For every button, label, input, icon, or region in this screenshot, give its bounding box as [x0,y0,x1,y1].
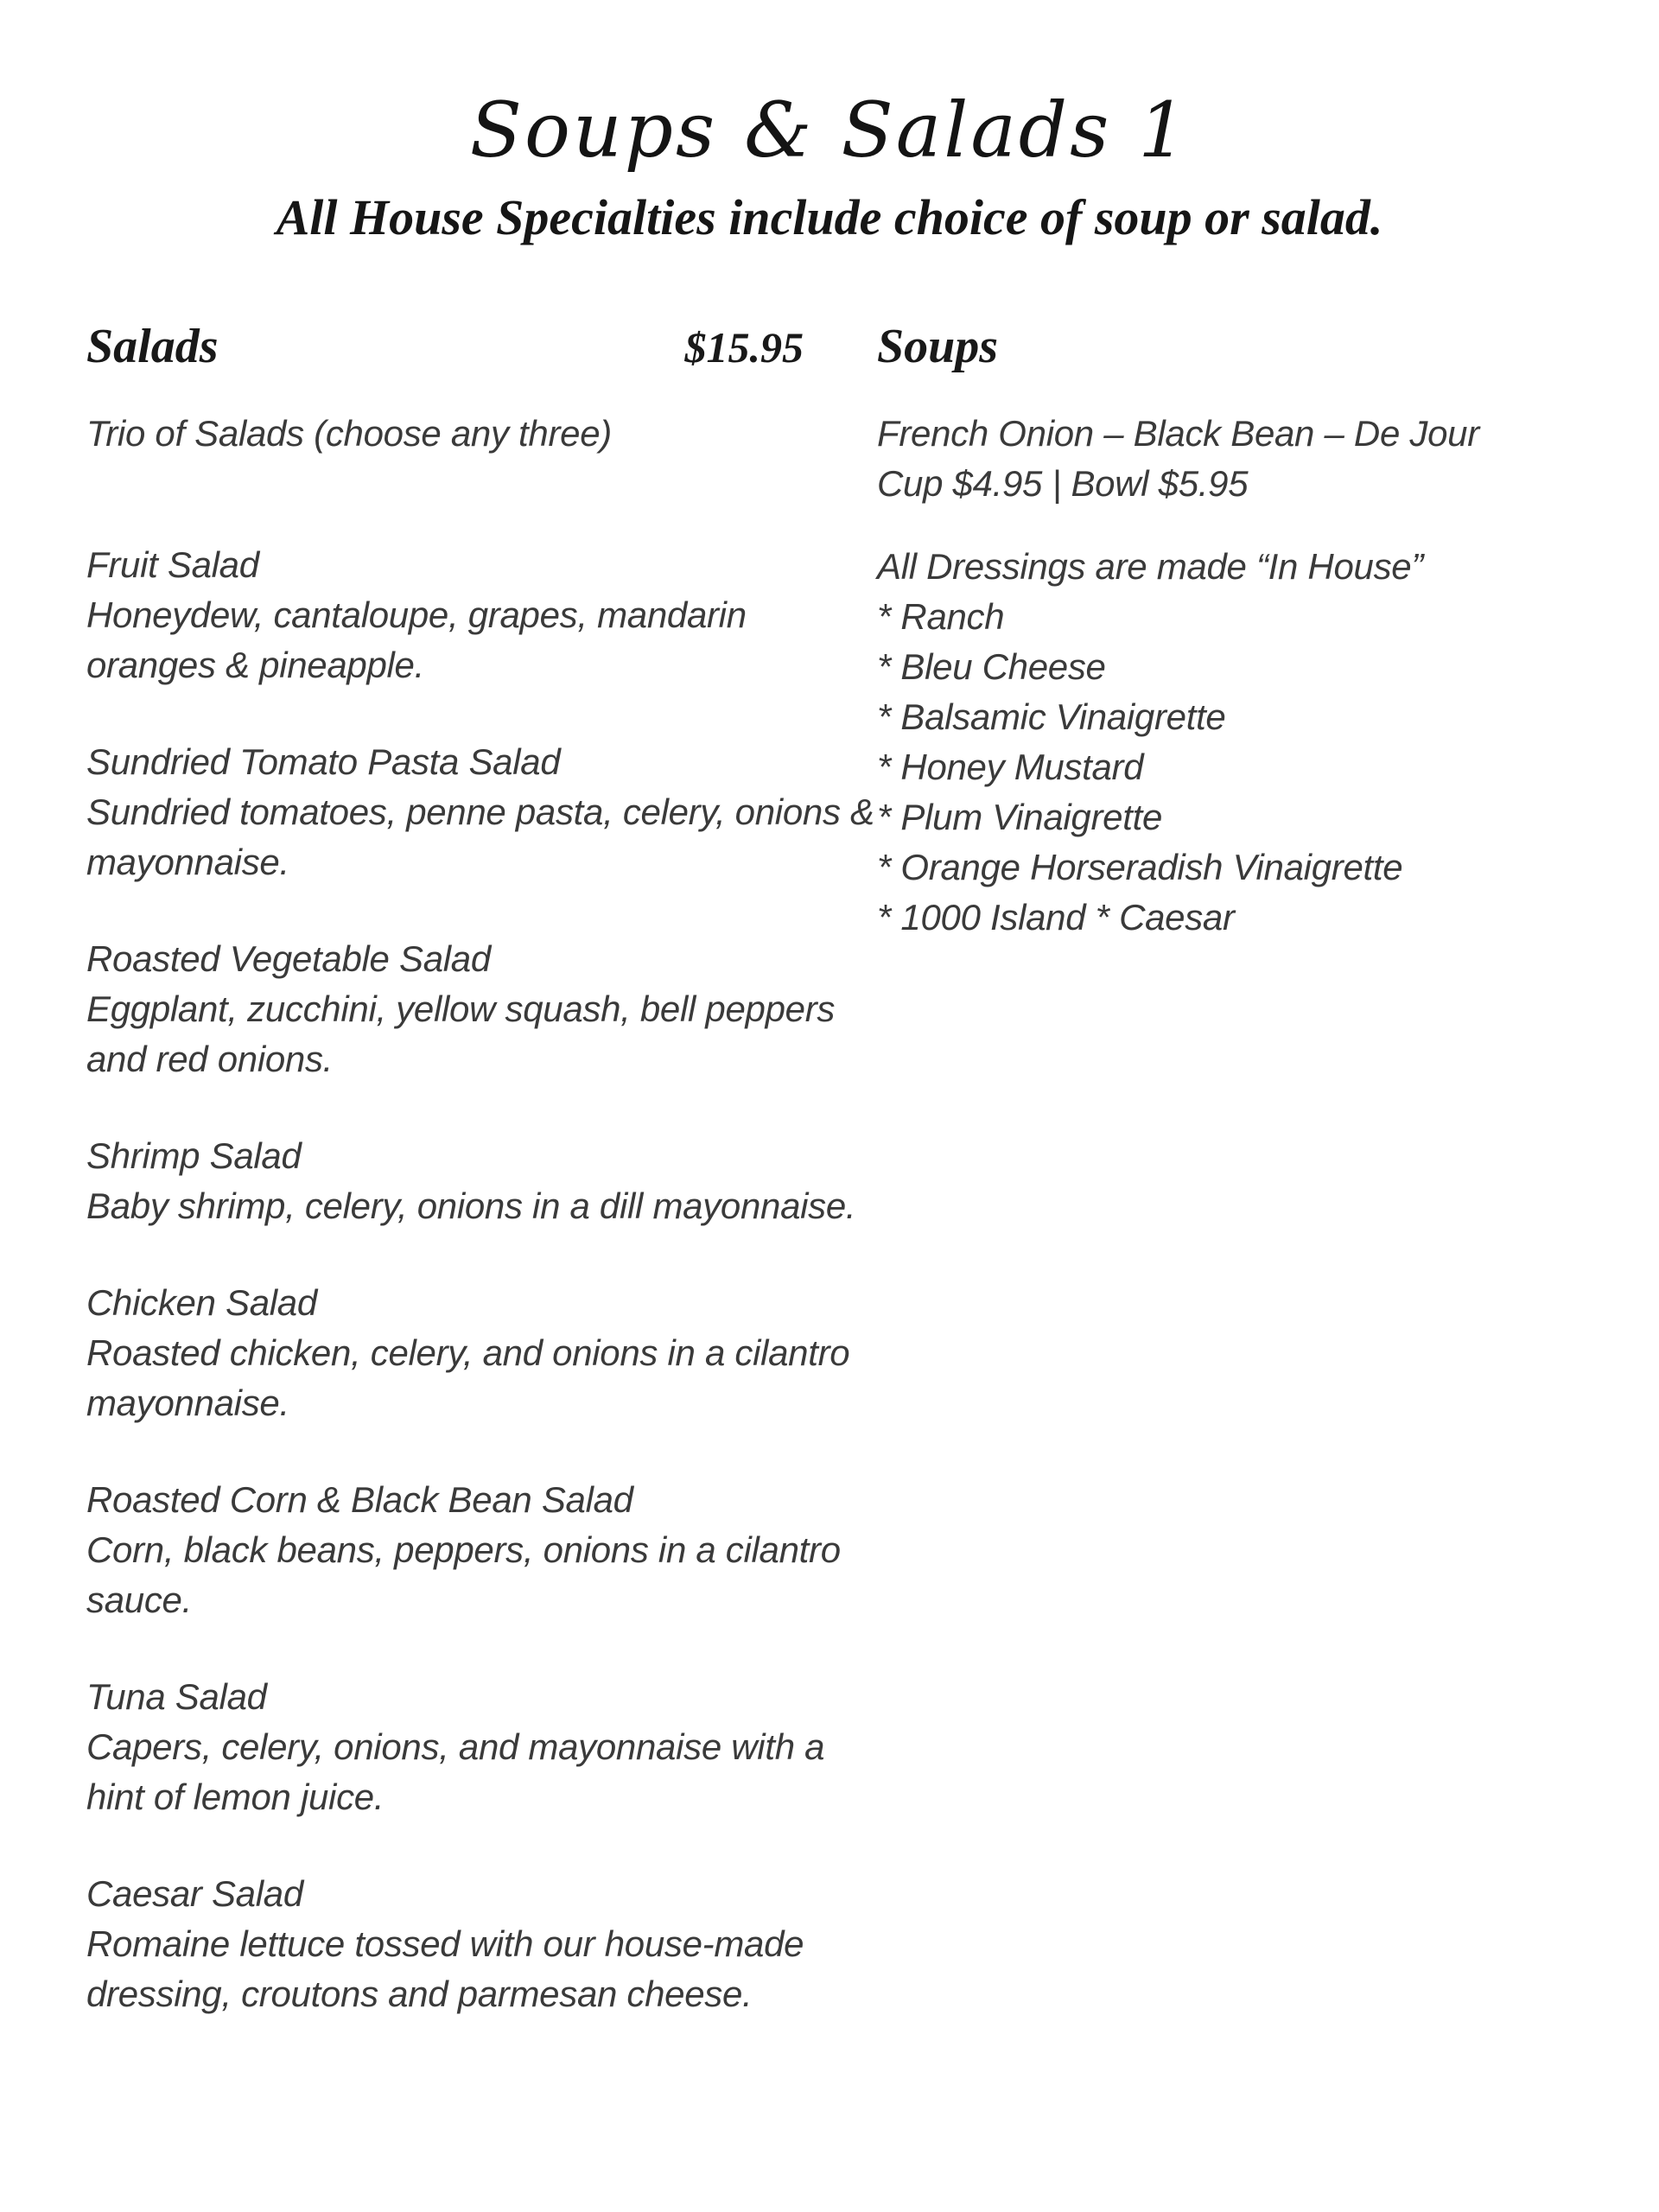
dressing-item: * Ranch [877,596,1005,637]
salad-item-desc-line: Capers, celery, onions, and mayonnaise with a [86,1726,825,1767]
salad-item-desc-line: sauce. [86,1580,192,1620]
salads-price: $15.95 [684,323,804,372]
salad-item-desc-line: and red onions. [86,1039,334,1079]
salad-item [86,1475,841,1625]
dressing-item: * Balsamic Vinaigrette [877,696,1226,737]
dressings-section [877,542,1482,943]
salads-header [86,321,830,372]
soup-varieties-block [877,409,1482,509]
salad-item-desc-line: hint of lemon juice. [86,1777,385,1817]
salad-item-desc-line: Corn, black beans, peppers, onions in a cilantro [86,1529,841,1570]
salad-item [86,540,830,690]
dressing-item: * Honey Mustard [877,747,1144,787]
salads-heading: Salads [86,320,219,373]
salad-item-desc-line: Romaine lettuce tossed with our house-made [86,1923,804,1964]
salad-item-desc-line: Honeydew, cantaloupe, grapes, mandarin [86,594,747,635]
salad-item-name: Tuna Salad [86,1676,267,1717]
page-title: Soups & Salads 1 [469,86,1190,175]
salad-item [86,1869,830,2019]
salad-item [86,1672,830,1822]
dressing-item: * Plum Vinaigrette [877,797,1163,837]
dressing-item: * Bleu Cheese [877,646,1106,687]
salad-item-name: Roasted Corn & Black Bean Salad [86,1479,633,1520]
soup-varieties: French Onion – Black Bean – De Jour [877,413,1479,454]
soups-column [877,321,1482,943]
dressing-item: * 1000 Island * Caesar [877,897,1235,938]
salads-column [86,320,874,2066]
salad-item-desc-line: dressing, croutons and parmesan cheese. [86,1974,753,2014]
salad-item-name: Sundried Tomato Pasta Salad [86,741,561,782]
soups-header [877,321,1482,372]
dressing-item: * Orange Horseradish Vinaigrette [877,847,1403,887]
salad-item-name: Shrimp Salad [86,1135,302,1176]
salad-item-name: Chicken Salad [86,1282,317,1323]
salad-item-name: Caesar Salad [86,1873,303,1914]
salad-item-name: Roasted Vegetable Salad [86,938,491,979]
salad-item-desc-line: mayonnaise. [86,1382,289,1423]
salads-intro: Trio of Salads (choose any three) [86,413,612,454]
salad-item-desc-line: Baby shrimp, celery, onions in a dill mayonnaise. [86,1185,856,1226]
dressings-list [877,592,1482,943]
salad-item [86,934,836,1084]
salad-items [86,540,874,2019]
salad-item-desc-line: Eggplant, zucchini, yellow squash, bell peppers [86,988,836,1029]
salad-item [86,1131,856,1231]
menu-header [0,83,1659,245]
salad-item-desc-line: mayonnaise. [86,842,289,882]
salad-item-desc-line: Roasted chicken, celery, and onions in a cilantro [86,1332,850,1373]
dressings-note: All Dressings are made “In House” [877,546,1424,587]
page-subtitle: All House Specialties include choice of soup or salad. [276,189,1383,245]
soups-heading: Soups [877,320,999,373]
soup-prices: Cup $4.95 | Bowl $5.95 [877,463,1249,504]
salad-item [86,737,874,887]
salad-item-desc-line: Sundried tomatoes, penne pasta, celery, onions & [86,791,874,832]
salad-item-desc-line: oranges & pineapple. [86,645,424,685]
salad-item-name: Fruit Salad [86,544,259,585]
salad-item [86,1278,850,1428]
